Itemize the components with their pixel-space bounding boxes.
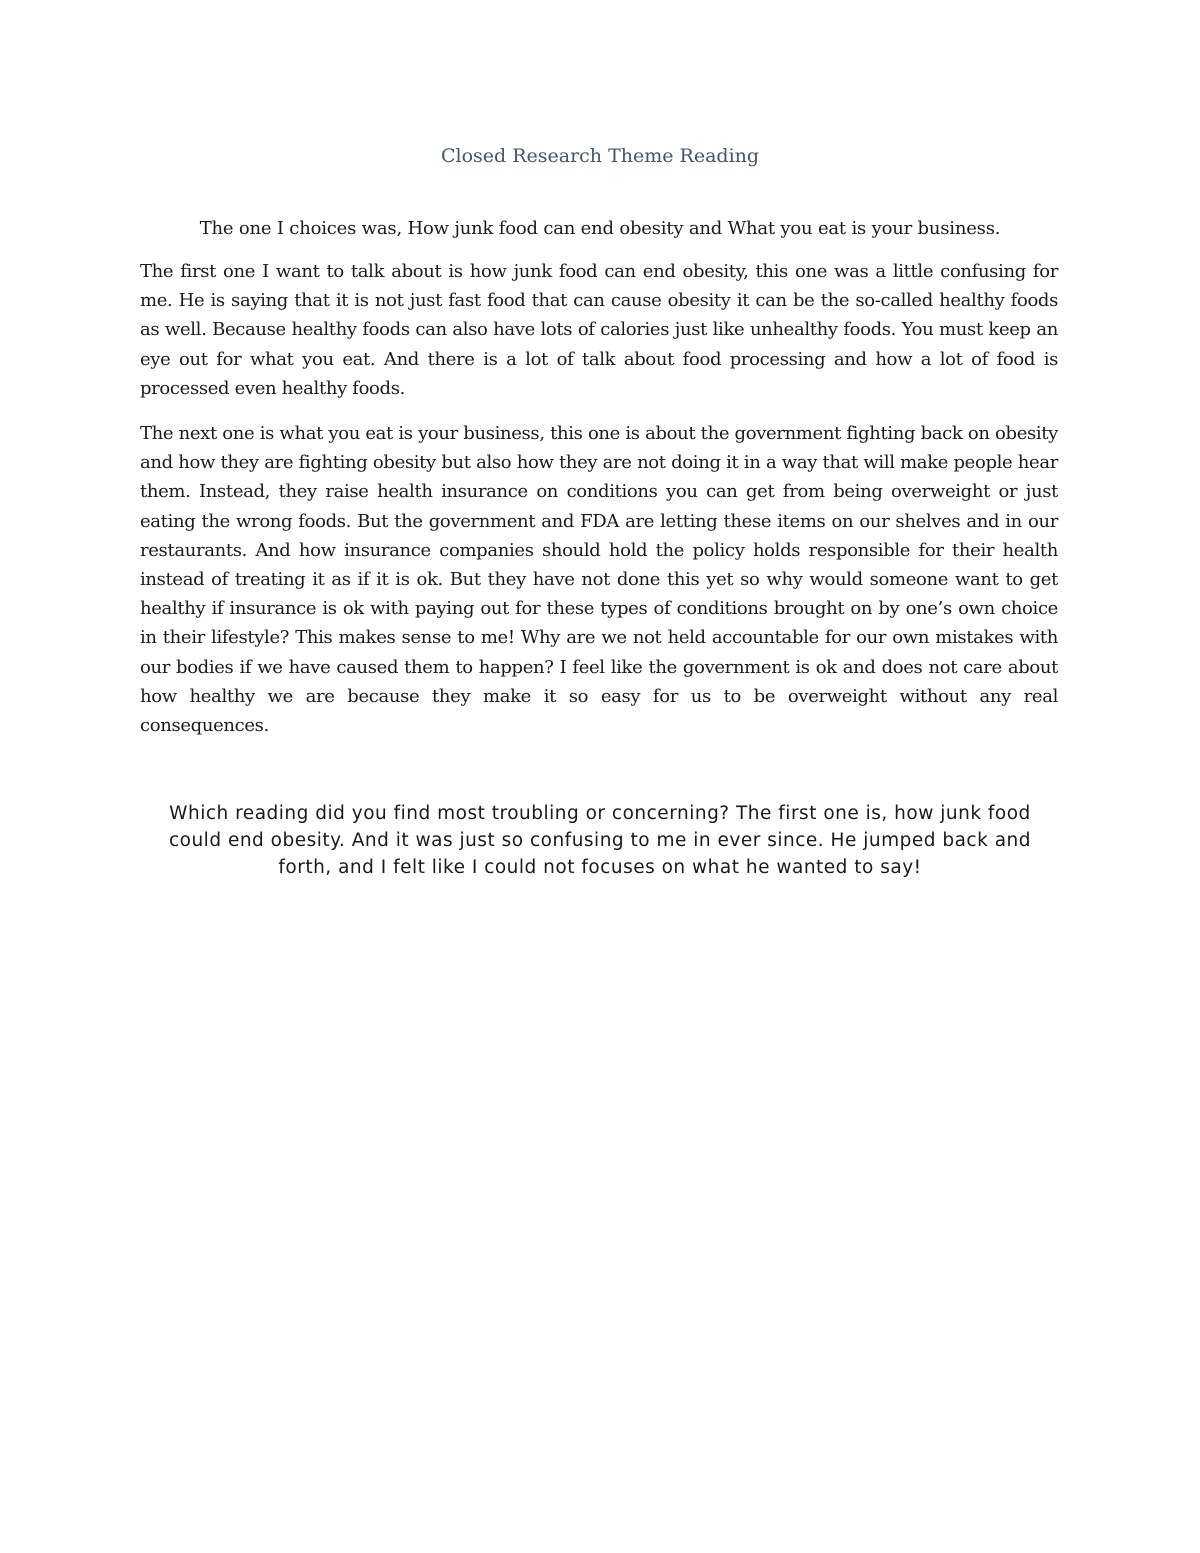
body-paragraph-junk-food: The first one I want to talk about is how junk food can end obesity, this one was a little confusing for me. He is saying that it is not just fast food that can cause obesity it can be the so-called healthy foods as well. Because healthy foods can also have lots of calories just like unhealthy foods. You must keep an eye out for what you eat. And there is a lot of talk about food processing and how a lot of food is processed even healthy foods. <box>140 261 1058 399</box>
document-title: Closed Research Theme Reading <box>440 145 760 167</box>
intro-paragraph: The one I choices was, How junk food can end obesity and What you eat is your business. <box>199 218 1001 239</box>
reflection-question-paragraph: Which reading did you find most troubling or concerning? The first one is, how junk food could end obesity. And it was just so confusing to me in ever since. He jumped back and forth, and I felt like I could not focuses on what he wanted to say! <box>168 803 1032 878</box>
body-paragraph-your-business: The next one is what you eat is your business, this one is about the government fighting back on obesity and how they are fighting obesity but also how they are not doing it in a way that will make people hear them. Instead, they raise health insurance on conditions you can get from being overweight or just eating the wrong foods. But the government and FDA are letting these items on our shelves and in our restaurants. And how insurance companies should hold the policy holds responsible for their health instead of treating it as if it is ok. But they have not done this yet so why would someone want to get healthy if insurance is ok with paying out for these types of conditions brought on by one’s own choice in their lifestyle? This makes sense to me! Why are we not held accountable for our own mistakes with our bodies if we have caused them to happen? I feel like the government is ok and does not care about how healthy we are because they make it so easy for us to be overweight without any real consequences. <box>140 423 1058 737</box>
